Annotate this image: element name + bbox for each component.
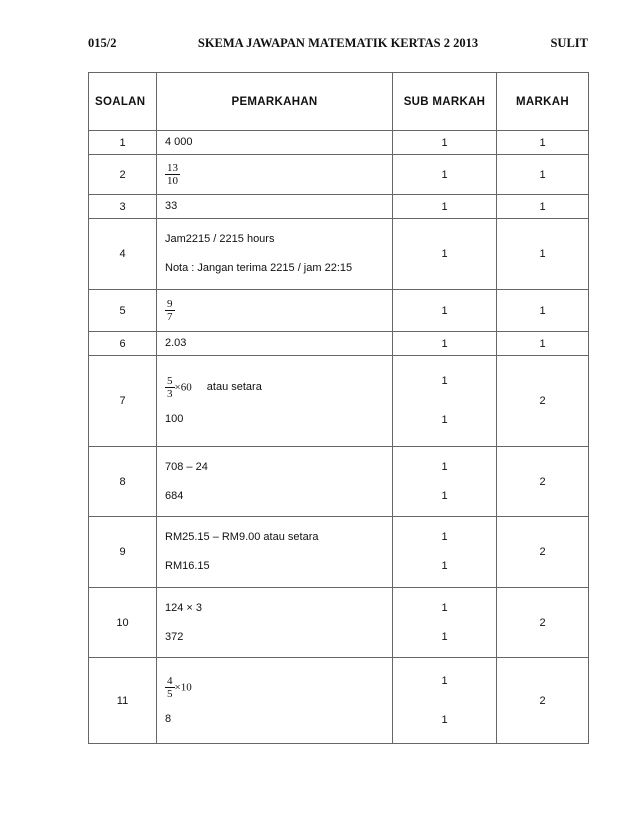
mark: 1: [497, 155, 589, 195]
fraction-numerator: 5: [167, 375, 173, 387]
fraction: [165, 675, 175, 700]
sub-mark: 1: [441, 460, 448, 473]
mark: 1: [497, 290, 589, 332]
answer-text: 372: [165, 630, 184, 643]
answer-cell: [157, 588, 393, 658]
expression-operator: ×10: [174, 680, 192, 693]
fraction-numerator: 13: [167, 162, 178, 174]
expression-operator: ×60: [174, 381, 192, 394]
answer-cell: [157, 219, 393, 290]
answer-text: RM16.15: [165, 560, 210, 572]
sub-mark: 1: [441, 489, 448, 502]
question-number: 8: [89, 447, 157, 517]
answer-cell: [157, 356, 393, 447]
answer-text: 4 000: [165, 136, 193, 148]
sub-mark: 1: [393, 131, 497, 155]
sub-mark: 1: [441, 375, 448, 387]
fraction-numerator: 9: [167, 298, 173, 310]
answer-note: atau setara: [206, 381, 262, 394]
table-row: [89, 332, 589, 356]
sub-mark-cell: [393, 588, 497, 658]
mark: 2: [497, 588, 589, 658]
sub-mark-cell: [393, 447, 497, 517]
mark: 2: [497, 356, 589, 447]
paper-code: 015/2: [88, 36, 117, 50]
question-number: 11: [89, 658, 157, 744]
question-number: 5: [89, 290, 157, 332]
fraction-numerator: 4: [167, 674, 173, 687]
answer-text: 2.03: [165, 337, 187, 349]
answer-working: 708 – 24: [165, 460, 208, 473]
mark: 1: [497, 131, 589, 155]
table-row: [89, 155, 589, 195]
answer-working: RM25.15 – RM9.00 atau setara: [165, 531, 319, 543]
fraction-denominator: 3: [167, 388, 173, 400]
sub-mark: 1: [441, 630, 448, 643]
sub-mark: 1: [393, 155, 497, 195]
marking-scheme-table: [88, 72, 589, 744]
mark: 1: [497, 219, 589, 290]
table-row: [89, 447, 589, 517]
col-header-markah: MARKAH: [497, 73, 589, 131]
answer-cell: [157, 290, 393, 332]
table-row: [89, 658, 589, 744]
answer-cell: [157, 517, 393, 588]
answer-expression: [165, 375, 392, 400]
question-number: 1: [89, 131, 157, 155]
sub-mark: 1: [393, 332, 497, 356]
fraction: [165, 298, 175, 323]
question-number: 7: [89, 356, 157, 447]
mark: 2: [497, 658, 589, 744]
answer-cell: [157, 195, 393, 219]
question-number: 10: [89, 588, 157, 658]
mark: 2: [497, 447, 589, 517]
document-title: SKEMA JAWAPAN MATEMATIK KERTAS 2 2013: [197, 36, 479, 50]
fraction-denominator: 7: [167, 311, 173, 323]
answer-cell: [157, 332, 393, 356]
answer-cell: [157, 658, 393, 744]
sub-mark-cell: [393, 356, 497, 447]
sub-mark-cell: [393, 517, 497, 588]
fraction-denominator: 10: [167, 175, 178, 187]
sub-mark: 1: [441, 674, 448, 687]
answer-cell: [157, 447, 393, 517]
table-row: [89, 131, 589, 155]
question-number: 3: [89, 195, 157, 219]
fraction: [165, 162, 180, 187]
question-number: 2: [89, 155, 157, 195]
answer-text: 100: [165, 413, 184, 425]
sub-mark: 1: [393, 195, 497, 219]
sub-mark: 1: [393, 290, 497, 332]
answer-cell: [157, 155, 393, 195]
answer-text: 33: [165, 200, 178, 212]
sub-mark-cell: [393, 658, 497, 744]
sub-mark: 1: [441, 601, 448, 614]
question-number: 6: [89, 332, 157, 356]
sub-mark: 1: [393, 219, 497, 290]
answer-cell: [157, 131, 393, 155]
answer-text: 684: [165, 489, 184, 502]
answer-note: Nota : Jangan terima 2215 / jam 22:15: [165, 262, 353, 274]
classification-label: SULIT: [550, 36, 588, 50]
table-row: [89, 219, 589, 290]
question-number: 9: [89, 517, 157, 588]
sub-mark: 1: [441, 560, 448, 572]
table-row: [89, 356, 589, 447]
answer-expression: [165, 675, 392, 700]
table-row: [89, 290, 589, 332]
page-header: [88, 36, 588, 56]
sub-mark: 1: [441, 414, 448, 426]
question-number: 4: [89, 219, 157, 290]
answer-working: 124 × 3: [165, 601, 203, 614]
table-row: [89, 517, 589, 588]
col-header-soalan: SOALAN: [89, 73, 157, 131]
table-header-row: [89, 73, 589, 131]
fraction-denominator: 5: [167, 687, 173, 700]
fraction: [165, 375, 175, 400]
answer-text: 8: [165, 712, 172, 725]
sub-mark: 1: [441, 713, 448, 726]
sub-mark: 1: [441, 531, 448, 543]
mark: 1: [497, 195, 589, 219]
col-header-sub-markah: SUB MARKAH: [393, 73, 497, 131]
col-header-pemarkahan: PEMARKAHAN: [157, 73, 393, 131]
answer-text: Jam2215 / 2215 hours: [165, 233, 275, 245]
mark: 1: [497, 332, 589, 356]
table-row: [89, 588, 589, 658]
mark: 2: [497, 517, 589, 588]
table-row: [89, 195, 589, 219]
